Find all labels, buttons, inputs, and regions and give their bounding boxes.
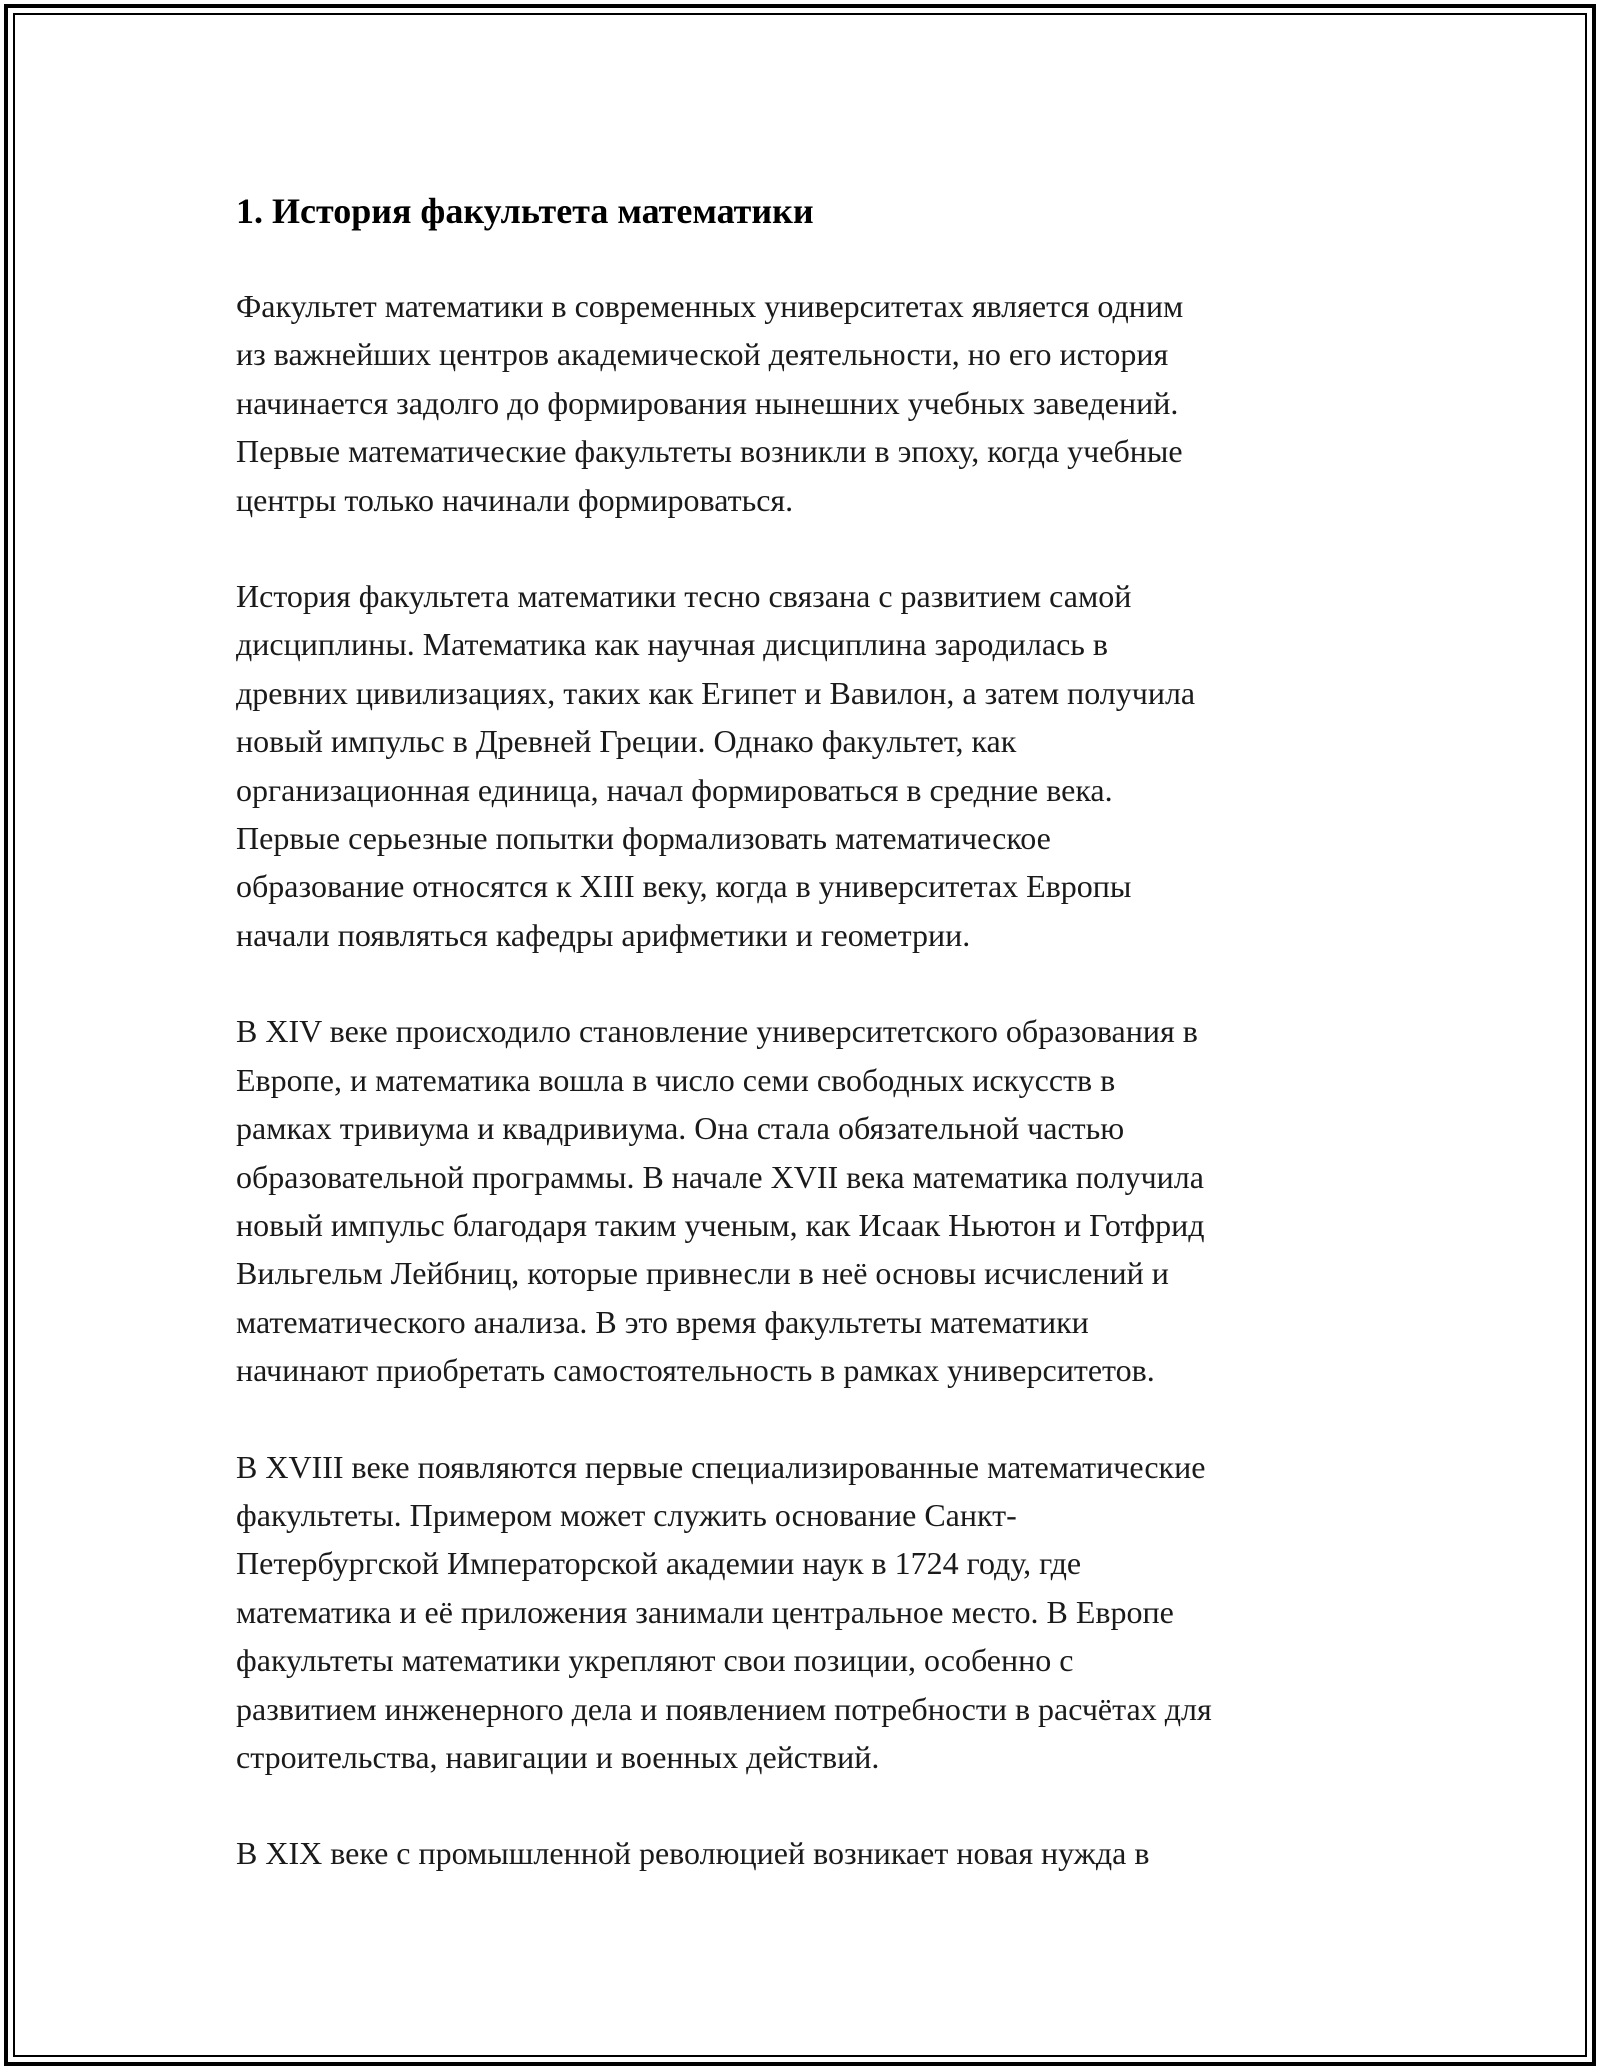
text-line: строительства, навигации и военных действий.: [236, 1738, 880, 1775]
text-line: Вильгельм Лейбниц, которые привнесли в неё основы исчислений и: [236, 1255, 1169, 1292]
document-body: [236, 176, 1376, 1926]
text-line: факультеты математики укрепляют свои позиции, особенно с: [236, 1642, 1074, 1679]
text-line: новый импульс благодаря таким ученым, как Исаак Ньютон и Готфрид: [236, 1206, 1205, 1243]
text-line: В XIX веке с промышленной революцией возникает новая нужда в: [236, 1835, 1150, 1872]
paragraph-1: [236, 282, 1376, 524]
text-line: математика и её приложения занимали центральное место. В Европе: [236, 1593, 1174, 1630]
text-line: Первые математические факультеты возникли в эпоху, когда учебные: [236, 433, 1183, 470]
text-line: образовательной программы. В начале XVII века математика получила: [236, 1158, 1204, 1195]
text-line: образование относятся к XIII веку, когда в университетах Европы: [236, 868, 1132, 905]
text-line: начинается задолго до формирования нынешних учебных заведений.: [236, 384, 1179, 421]
paragraph-5: [236, 1829, 1376, 1877]
text-line: Петербургской Императорской академии наук в 1724 году, где: [236, 1545, 1082, 1582]
text-line: В XVIII веке появляются первые специализированные математические: [236, 1448, 1206, 1485]
text-line: В XIV веке происходило становление университетского образования в: [236, 1013, 1198, 1050]
text-line: начинают приобретать самостоятельность в рамках университетов.: [236, 1352, 1155, 1389]
text-line: центры только начинали формироваться.: [236, 481, 794, 518]
text-line: начали появляться кафедры арифметики и геометрии.: [236, 916, 971, 953]
paragraph-3: [236, 1007, 1376, 1394]
text-line: Первые серьезные попытки формализовать математическое: [236, 820, 1051, 857]
text-line: из важнейших центров академической деятельности, но его история: [236, 336, 1169, 373]
text-line: математического анализа. В это время факультеты математики: [236, 1303, 1089, 1340]
text-line: организационная единица, начал формироваться в средние века.: [236, 771, 1113, 808]
paragraph-4: [236, 1443, 1376, 1782]
text-line: История факультета математики тесно связана с развитием самой: [236, 578, 1132, 615]
paragraph-2: [236, 572, 1376, 959]
text-line: факультеты. Примером может служить основание Санкт-: [236, 1496, 1017, 1533]
text-line: Факультет математики в современных университетах является одним: [236, 288, 1184, 324]
text-line: новый импульс в Древней Греции. Однако факультет, как: [236, 723, 1017, 760]
text-line: развитием инженерного дела и появлением потребности в расчётах для: [236, 1690, 1212, 1727]
text-line: древних цивилизациях, таких как Египет и Вавилон, а затем получила: [236, 674, 1196, 711]
text-line: рамках тривиума и квадривиума. Она стала обязательной частью: [236, 1110, 1125, 1147]
section-title: 1. История факультета математики: [236, 191, 814, 231]
text-line: Европе, и математика вошла в число семи свободных искусств в: [236, 1061, 1116, 1098]
text-line: дисциплины. Математика как научная дисциплина зародилась в: [236, 626, 1108, 663]
